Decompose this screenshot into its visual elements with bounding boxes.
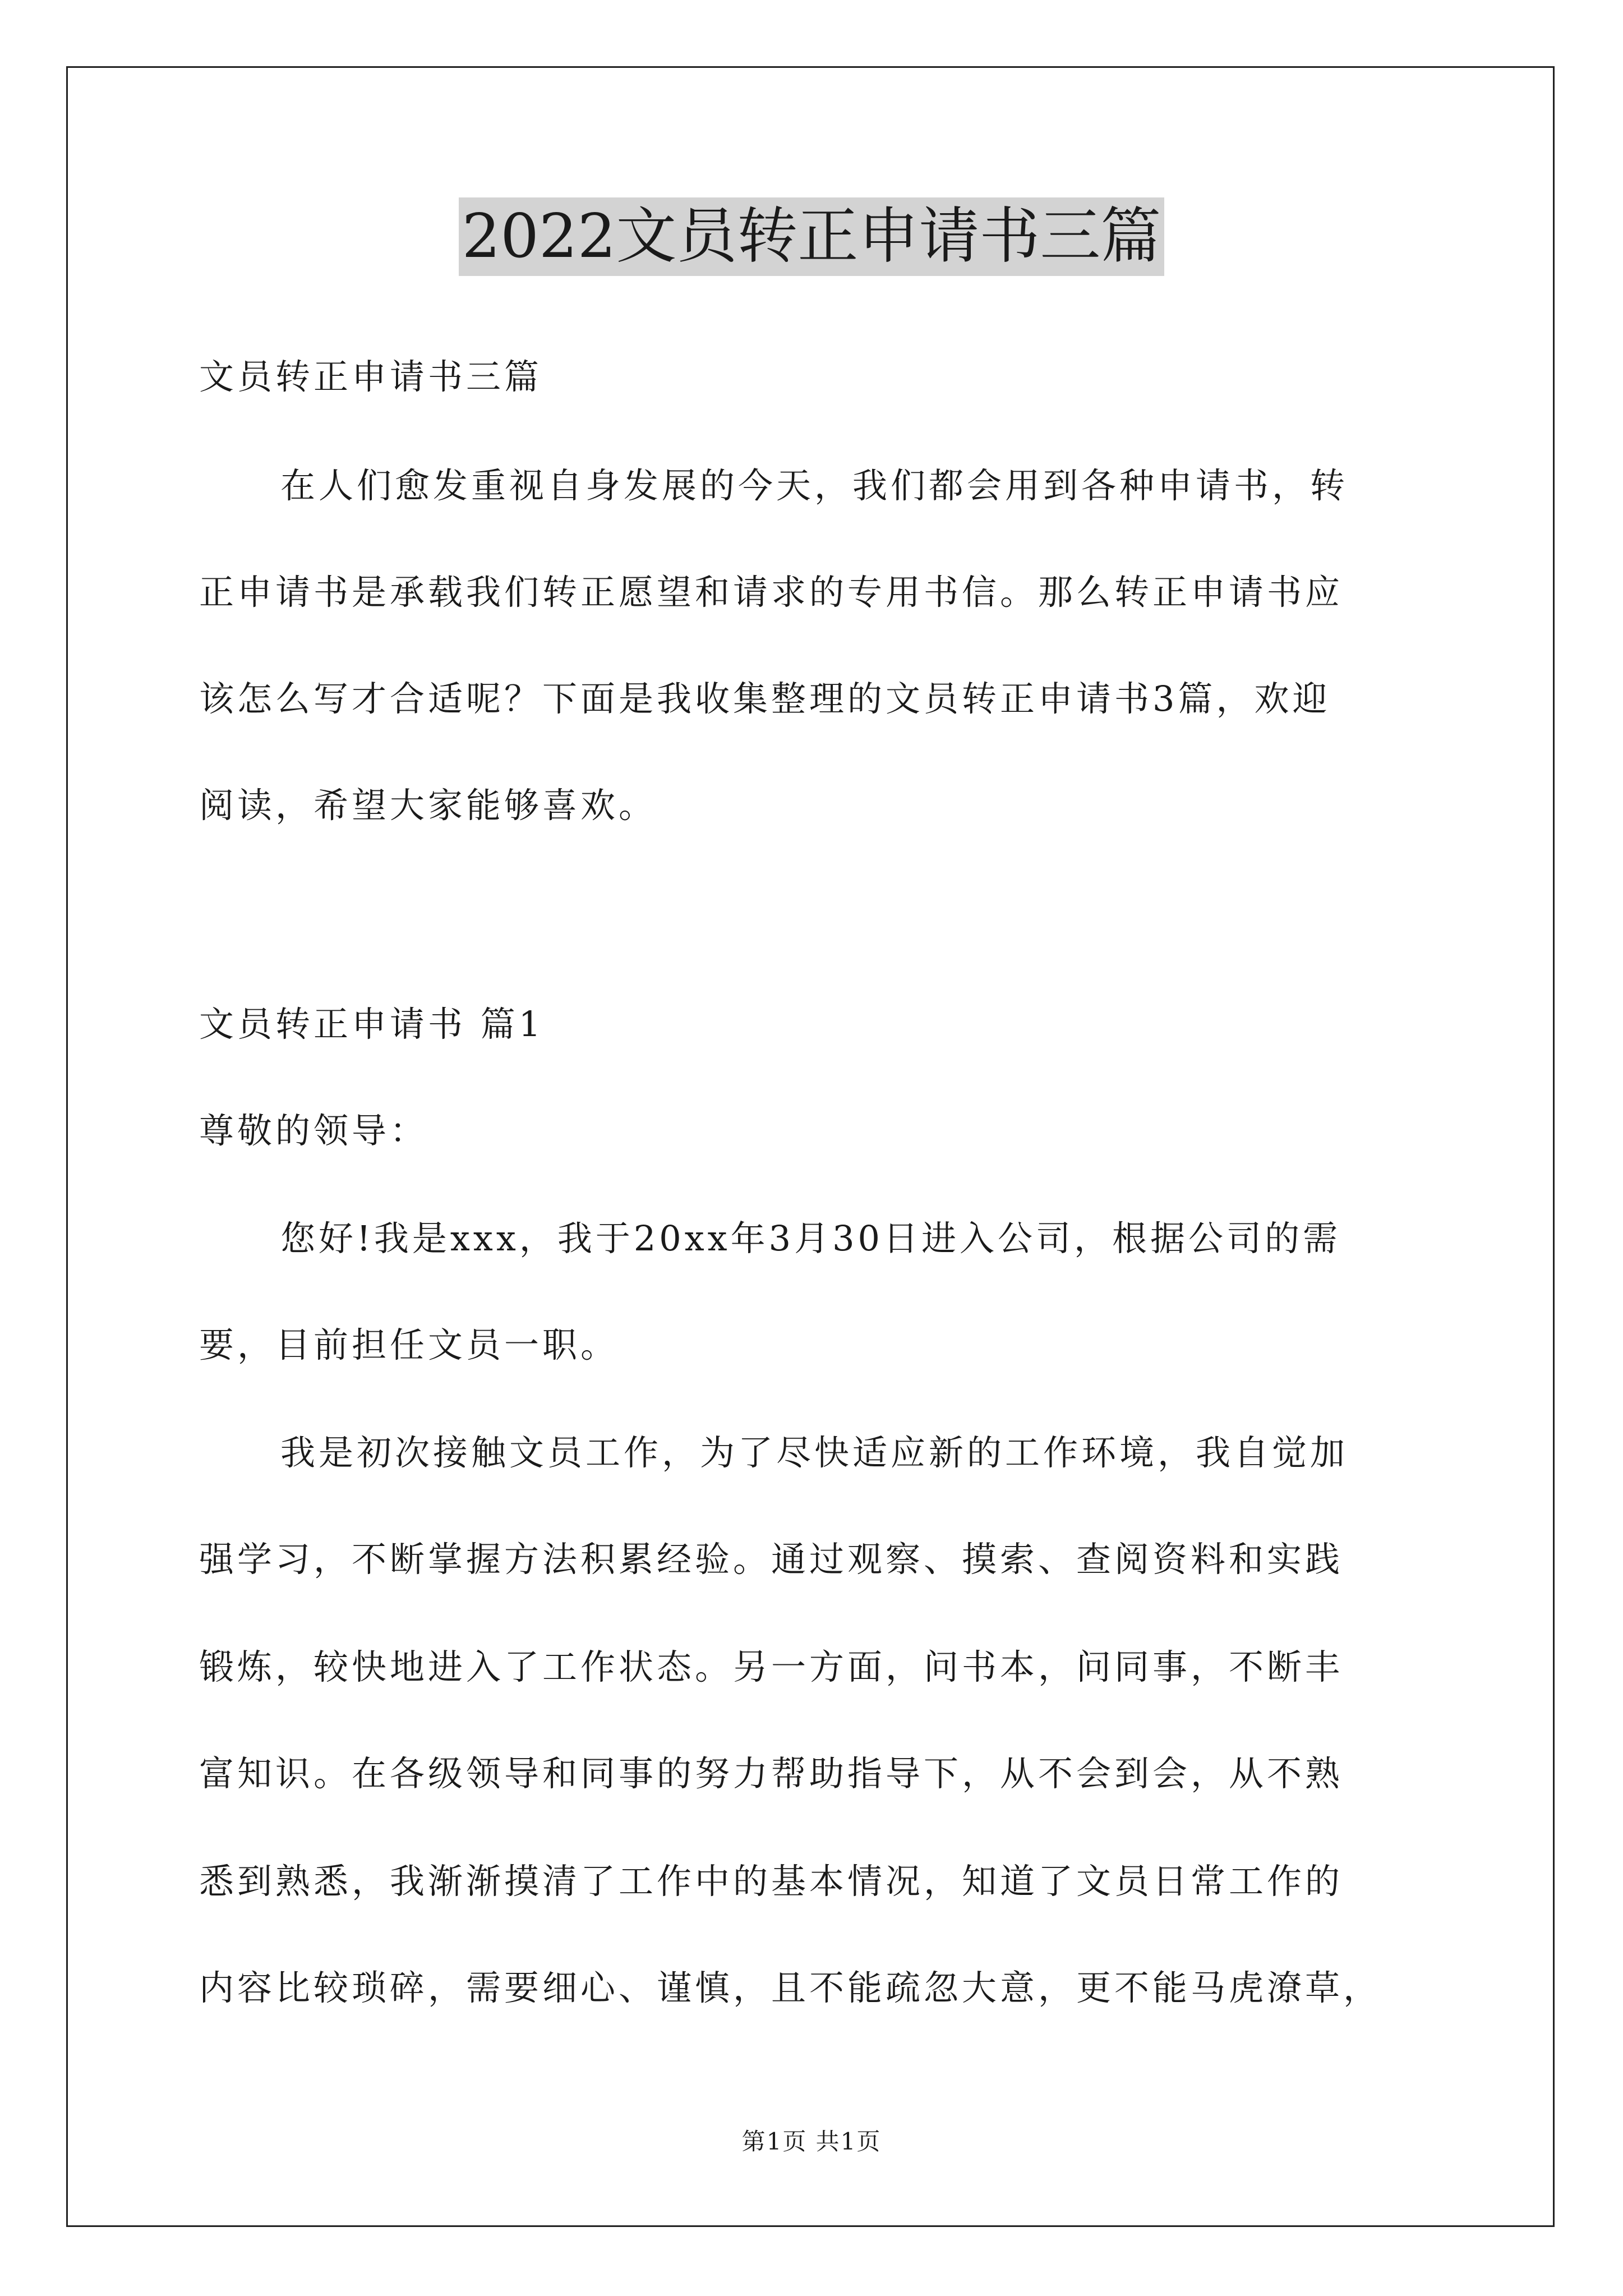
paragraph-line: 悉到熟悉，我渐渐摸清了工作中的基本情况，知道了文员日常工作的	[199, 1861, 1344, 1902]
paragraph-line: 富知识。在各级领导和同事的努力帮助指导下，从不会到会，从不熟	[199, 1753, 1344, 1794]
paragraph-line: 该怎么写才合适呢？下面是我收集整理的文员转正申请书3篇，欢迎	[199, 678, 1331, 719]
section-heading: 文员转正申请书 篇1	[199, 1004, 545, 1045]
paragraph-line: 锻炼，较快地进入了工作状态。另一方面，问书本，问同事，不断丰	[199, 1646, 1344, 1687]
paragraph-line: 正申请书是承载我们转正愿望和请求的专用书信。那么转正申请书应	[199, 572, 1344, 613]
subtitle-line: 文员转正申请书三篇	[199, 356, 543, 397]
paragraph-line: 要，目前担任文员一职。	[199, 1324, 619, 1365]
page-footer: 第1页 共1页	[741, 2128, 882, 2155]
title-container	[0, 197, 1623, 276]
salutation: 尊敬的领导：	[199, 1110, 428, 1151]
paragraph-line: 内容比较琐碎，需要细心、谨慎，且不能疏忽大意，更不能马虎潦草，	[199, 1967, 1382, 2008]
paragraph-line: 您好!我是xxx，我于20xx年3月30日进入公司，根据公司的需	[280, 1218, 1341, 1259]
paragraph-line: 我是初次接触文员工作，为了尽快适应新的工作环境，我自觉加	[280, 1432, 1349, 1473]
document-title: 2022文员转正申请书三篇	[459, 197, 1165, 276]
paragraph-line: 阅读，希望大家能够喜欢。	[199, 785, 657, 826]
paragraph-line: 强学习，不断掌握方法积累经验。通过观察、摸索、查阅资料和实践	[199, 1539, 1344, 1580]
paragraph-line: 在人们愈发重视自身发展的今天，我们都会用到各种申请书，转	[280, 465, 1349, 506]
